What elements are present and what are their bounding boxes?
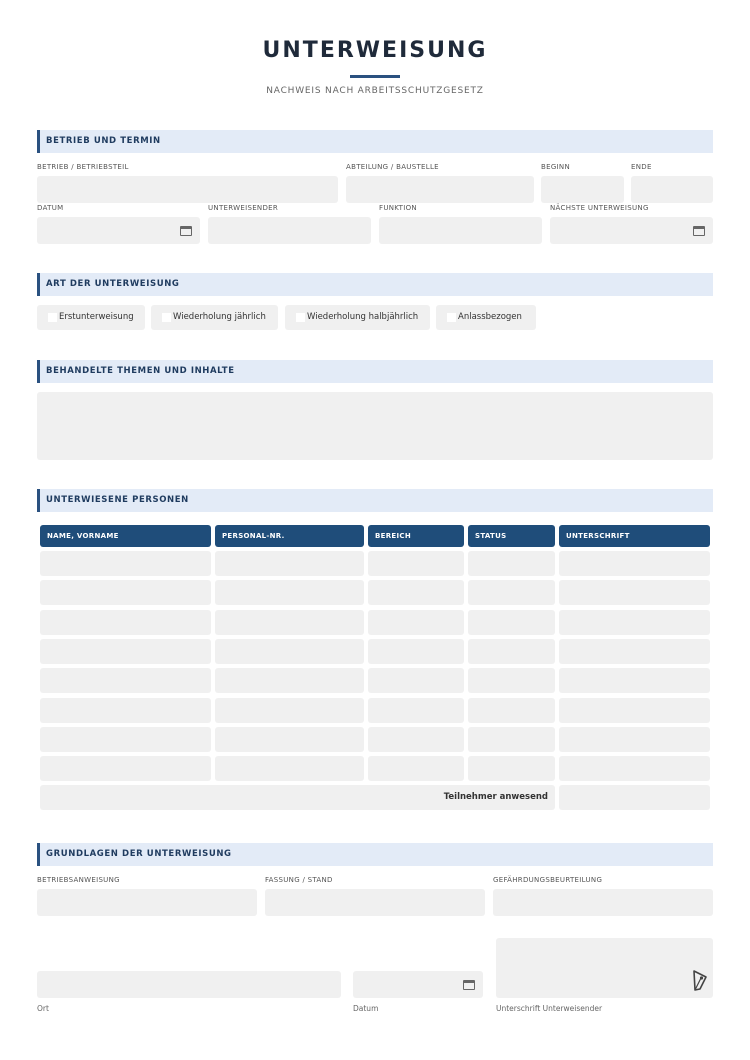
table-cell-unterschrift[interactable]	[559, 668, 710, 693]
table-cell-personalnr[interactable]	[215, 727, 364, 752]
table-cell-personalnr[interactable]	[215, 610, 364, 635]
column-header-name: NAME, VORNAME	[40, 525, 211, 547]
unterweisender-field[interactable]	[208, 217, 371, 244]
footer-label-datum: Datum	[353, 1004, 379, 1013]
label-funktion: FUNKTION	[379, 204, 417, 212]
checkbox[interactable]	[162, 313, 171, 322]
table-cell-bereich[interactable]	[368, 756, 464, 781]
option-wiederholung-halbjaehrlich[interactable]	[285, 305, 430, 330]
table-cell-bereich[interactable]	[368, 727, 464, 752]
label-naechste: NÄCHSTE UNTERWEISUNG	[550, 204, 649, 212]
column-header-personalnr: PERSONAL-NR.	[215, 525, 364, 547]
option-label: Anlassbezogen	[458, 312, 522, 322]
footer-datum-field[interactable]	[353, 971, 483, 998]
checkbox[interactable]	[48, 313, 57, 322]
table-cell-name[interactable]	[40, 668, 211, 693]
table-cell-name[interactable]	[40, 698, 211, 723]
option-anlassbezogen[interactable]	[436, 305, 536, 330]
label-fassung: FASSUNG / STAND	[265, 876, 333, 884]
option-wiederholung-jaehrlich[interactable]	[151, 305, 278, 330]
document-subtitle: NACHWEIS NACH ARBEITSSCHUTZGESETZ	[266, 86, 484, 96]
table-cell-status[interactable]	[468, 610, 555, 635]
funktion-field[interactable]	[379, 217, 542, 244]
document-title: UNTERWEISUNG	[262, 38, 488, 63]
table-cell-personalnr[interactable]	[215, 756, 364, 781]
summary-count-field[interactable]	[559, 785, 710, 810]
footer-label-ort: Ort	[37, 1004, 49, 1013]
table-cell-unterschrift[interactable]	[559, 610, 710, 635]
table-cell-personalnr[interactable]	[215, 639, 364, 664]
label-gefaehrdung: GEFÄHRDUNGSBEURTEILUNG	[493, 876, 603, 884]
section-title-personen: UNTERWIESENE PERSONEN	[37, 489, 713, 512]
section-title-grundlagen: GRUNDLAGEN DER UNTERWEISUNG	[37, 843, 713, 866]
section-title-art: ART DER UNTERWEISUNG	[37, 273, 713, 296]
table-cell-personalnr[interactable]	[215, 698, 364, 723]
table-cell-unterschrift[interactable]	[559, 698, 710, 723]
column-header-bereich: BEREICH	[368, 525, 464, 547]
column-header-status: STATUS	[468, 525, 555, 547]
table-cell-name[interactable]	[40, 727, 211, 752]
ort-field[interactable]	[37, 971, 341, 998]
pen-nib-icon	[692, 969, 708, 991]
betriebsanweisung-field[interactable]	[37, 889, 257, 916]
table-cell-status[interactable]	[468, 698, 555, 723]
table-cell-name[interactable]	[40, 551, 211, 576]
column-header-unterschrift: UNTERSCHRIFT	[559, 525, 710, 547]
checkbox[interactable]	[296, 313, 305, 322]
table-cell-bereich[interactable]	[368, 639, 464, 664]
fassung-field[interactable]	[265, 889, 485, 916]
themen-textarea[interactable]	[37, 392, 713, 460]
table-cell-personalnr[interactable]	[215, 551, 364, 576]
table-cell-bereich[interactable]	[368, 580, 464, 605]
betrieb-field[interactable]	[37, 176, 338, 203]
beginn-field[interactable]	[541, 176, 624, 203]
table-cell-status[interactable]	[468, 639, 555, 664]
table-cell-name[interactable]	[40, 580, 211, 605]
calendar-icon[interactable]	[693, 226, 705, 236]
label-abteilung: ABTEILUNG / BAUSTELLE	[346, 163, 439, 171]
table-cell-personalnr[interactable]	[215, 668, 364, 693]
table-cell-name[interactable]	[40, 610, 211, 635]
table-cell-bereich[interactable]	[368, 610, 464, 635]
table-cell-personalnr[interactable]	[215, 580, 364, 605]
table-cell-status[interactable]	[468, 580, 555, 605]
option-label: Erstunterweisung	[59, 312, 134, 322]
title-underline	[350, 75, 400, 78]
table-cell-unterschrift[interactable]	[559, 551, 710, 576]
table-cell-status[interactable]	[468, 668, 555, 693]
section-title-betrieb: BETRIEB UND TERMIN	[37, 130, 713, 153]
label-unterweisender: UNTERWEISENDER	[208, 204, 279, 212]
checkbox[interactable]	[447, 313, 456, 322]
table-cell-unterschrift[interactable]	[559, 756, 710, 781]
signature-field[interactable]	[496, 938, 713, 998]
option-label: Wiederholung jährlich	[173, 312, 266, 322]
summary-row	[40, 785, 555, 810]
table-cell-name[interactable]	[40, 639, 211, 664]
ende-field[interactable]	[631, 176, 713, 203]
calendar-icon[interactable]	[463, 980, 475, 990]
label-datum: DATUM	[37, 204, 64, 212]
label-ende: ENDE	[631, 163, 652, 171]
datum-field[interactable]	[37, 217, 200, 244]
naechste-field[interactable]	[550, 217, 713, 244]
table-cell-bereich[interactable]	[368, 698, 464, 723]
table-cell-unterschrift[interactable]	[559, 639, 710, 664]
table-cell-unterschrift[interactable]	[559, 580, 710, 605]
abteilung-field[interactable]	[346, 176, 534, 203]
table-cell-status[interactable]	[468, 551, 555, 576]
table-cell-bereich[interactable]	[368, 551, 464, 576]
table-cell-bereich[interactable]	[368, 668, 464, 693]
section-title-themen: BEHANDELTE THEMEN UND INHALTE	[37, 360, 713, 383]
label-betrieb: BETRIEB / BETRIEBSTEIL	[37, 163, 129, 171]
footer-label-unterschrift: Unterschrift Unterweisender	[496, 1004, 603, 1013]
label-beginn: BEGINN	[541, 163, 570, 171]
label-betriebsanweisung: BETRIEBSANWEISUNG	[37, 876, 120, 884]
table-cell-unterschrift[interactable]	[559, 727, 710, 752]
calendar-icon[interactable]	[180, 226, 192, 236]
table-cell-name[interactable]	[40, 756, 211, 781]
document-header	[0, 0, 750, 96]
option-label: Wiederholung halbjährlich	[307, 312, 419, 322]
table-cell-status[interactable]	[468, 756, 555, 781]
table-cell-status[interactable]	[468, 727, 555, 752]
option-erstunterweisung[interactable]	[37, 305, 145, 330]
gefaehrdung-field[interactable]	[493, 889, 713, 916]
summary-label: Teilnehmer anwesend	[443, 792, 548, 802]
